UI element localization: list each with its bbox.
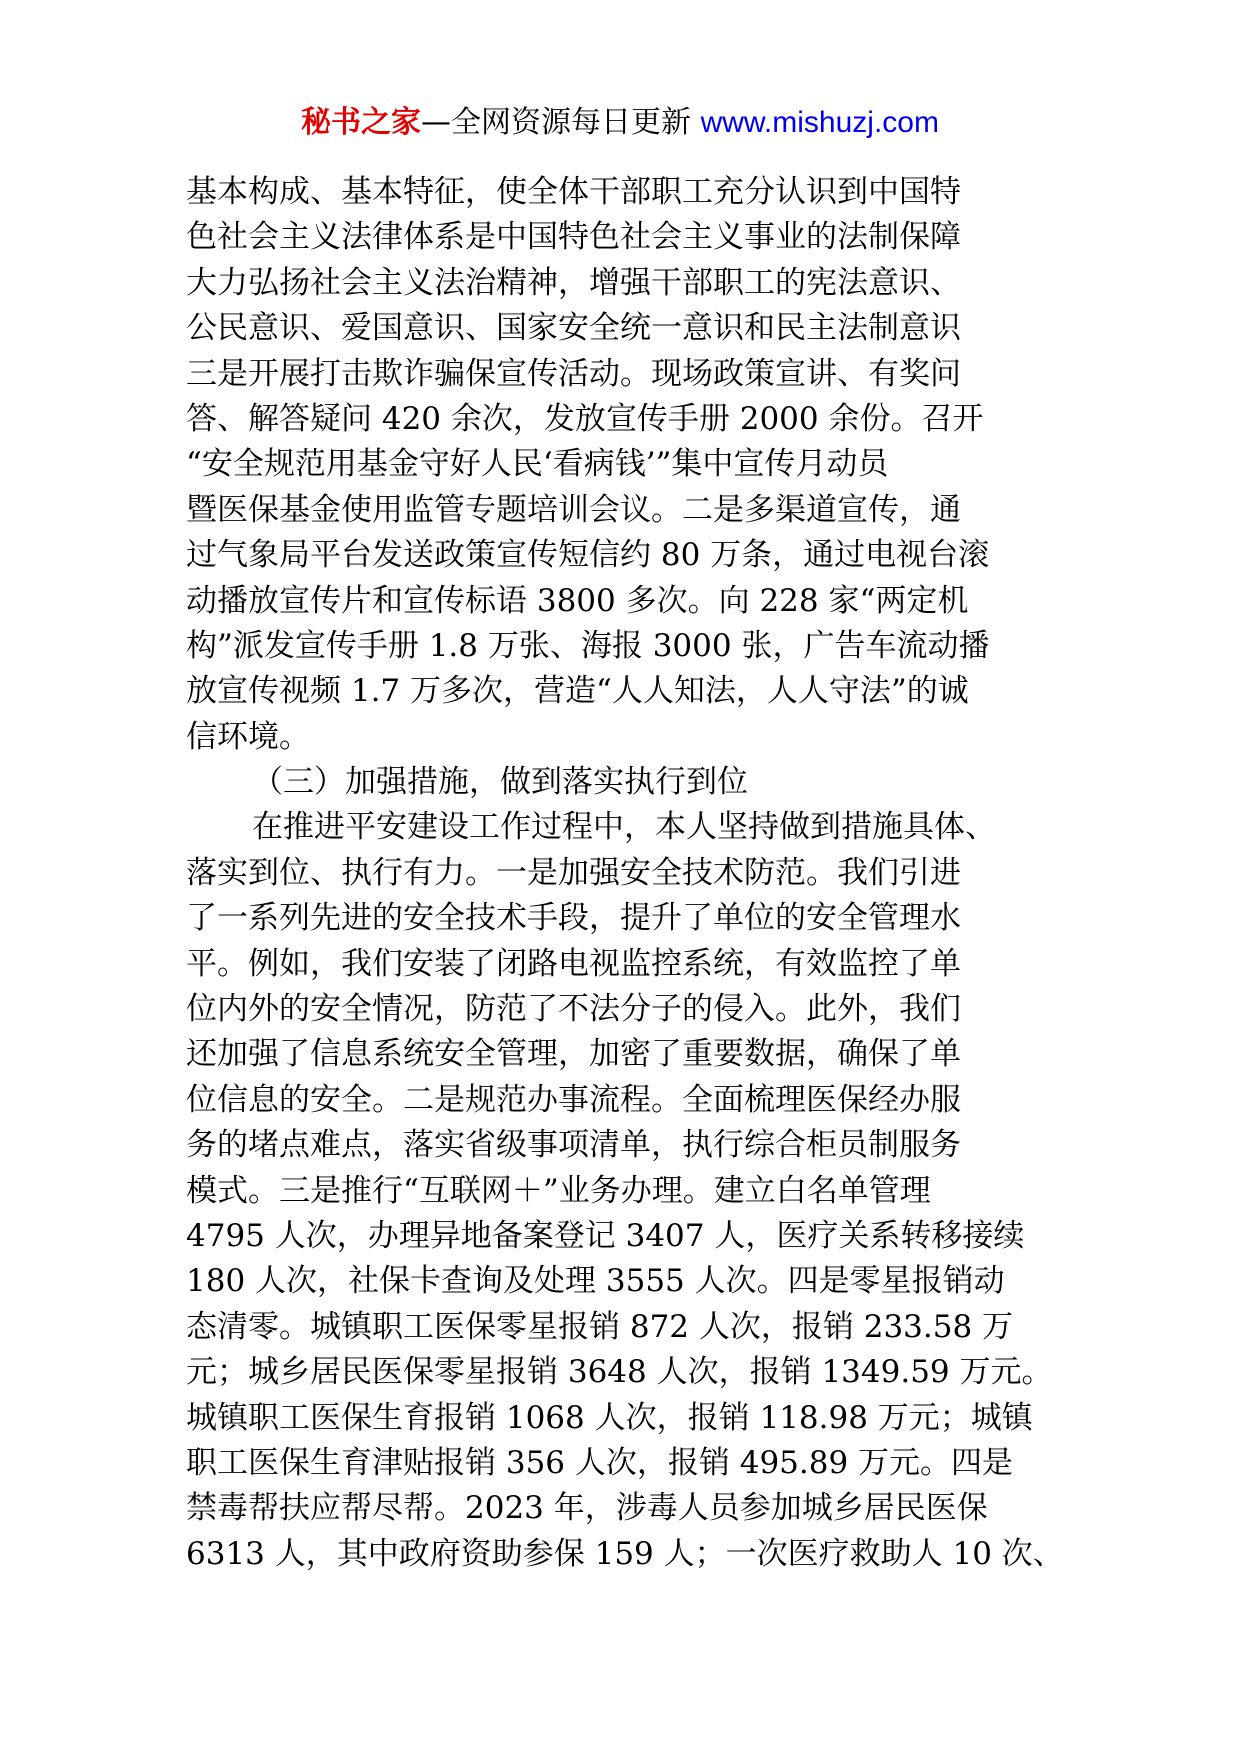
- text-line: 过气象局平台发送政策宣传短信约 80 万条，通过电视台滚: [186, 537, 990, 574]
- text-line: 4795 人次，办理异地备案登记 3407 人，医疗关系转移接续: [186, 1217, 1025, 1254]
- text-line: 城镇职工医保生育报销 1068 人次，报销 118.98 万元；城镇: [186, 1399, 1033, 1436]
- text-line: 务的堵点难点，落实省级事项清单，执行综合柜员制服务: [186, 1127, 961, 1164]
- text-line: 位信息的安全。二是规范办事流程。全面梳理医保经办服: [186, 1081, 961, 1118]
- document-body: [186, 170, 1066, 1577]
- site-header: [0, 100, 1240, 146]
- text-line: “安全规范用基金守好人民‘看病钱’”集中宣传月动员: [186, 446, 889, 483]
- text-line: 放宣传视频 1.7 万多次，营造“人人知法，人人守法”的诚: [186, 673, 969, 710]
- paragraph-first-line: 在推进平安建设工作过程中，本人坚持做到措施具体、: [252, 809, 996, 846]
- text-line: 了一系列先进的安全技术手段，提升了单位的安全管理水: [186, 900, 961, 937]
- text-line: 平。例如，我们安装了闭路电视监控系统，有效监控了单: [186, 945, 961, 982]
- header-tagline: —全网资源每日更新: [421, 105, 701, 140]
- text-line: 位内外的安全情况，防范了不法分子的侵入。此外，我们: [186, 991, 961, 1028]
- text-line: 答、解答疑问 420 余次，发放宣传手册 2000 余份。召开: [186, 400, 984, 437]
- text-line: 6313 人，其中政府资助参保 159 人；一次医疗救助人 10 次、: [186, 1535, 1064, 1572]
- text-line: 动播放宣传片和宣传标语 3800 多次。向 228 家“两定机: [186, 582, 969, 619]
- section-heading: （三）加强措施，做到落实执行到位: [252, 764, 748, 801]
- text-line: 基本构成、基本特征，使全体干部职工充分认识到中国特: [186, 174, 961, 210]
- text-line: 色社会主义法律体系是中国特色社会主义事业的法制保障: [186, 219, 961, 256]
- text-line: 信环境。: [186, 718, 310, 755]
- text-line: 还加强了信息系统安全管理，加密了重要数据，确保了单: [186, 1036, 961, 1073]
- text-line: 禁毒帮扶应帮尽帮。2023 年，涉毒人员参加城乡居民医保: [186, 1490, 988, 1527]
- text-line: 构”派发宣传手册 1.8 万张、海报 3000 张，广告车流动播: [186, 627, 990, 664]
- text-line: 180 人次，社保卡查询及处理 3555 人次。四是零星报销动: [186, 1263, 1005, 1300]
- site-url-link[interactable]: www.mishuzj.com: [700, 106, 939, 139]
- text-line: 模式。三是推行“互联网＋”业务办理。建立白名单管理: [186, 1172, 931, 1209]
- text-line: 态清零。城镇职工医保零星报销 872 人次，报销 233.58 万: [186, 1308, 1014, 1345]
- text-line: 职工医保生育津贴报销 356 人次，报销 495.89 万元。四是: [186, 1444, 1014, 1481]
- text-line: 落实到位、执行有力。一是加强安全技术防范。我们引进: [186, 854, 961, 891]
- text-line: 暨医保基金使用监管专题培训会议。二是多渠道宣传，通: [186, 491, 961, 528]
- text-line: 元；城乡居民医保零星报销 3648 人次，报销 1349.59 万元。: [186, 1354, 1053, 1391]
- brand-name: 秘书之家: [301, 105, 422, 140]
- text-line: 三是开展打击欺诈骗保宣传活动。现场政策宣讲、有奖问: [186, 355, 961, 392]
- text-line: 公民意识、爱国意识、国家安全统一意识和民主法制意识: [186, 310, 961, 347]
- text-line: 大力弘扬社会主义法治精神，增强干部职工的宪法意识、: [186, 264, 961, 301]
